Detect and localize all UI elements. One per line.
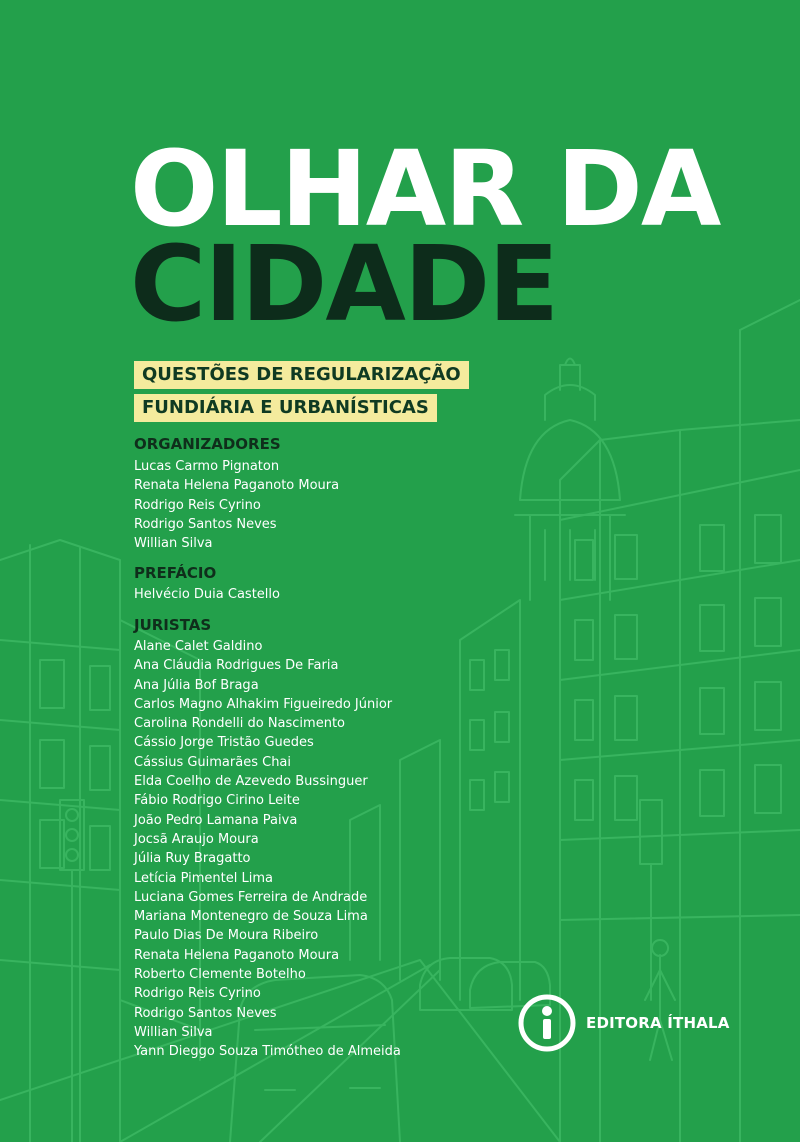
jurist-name: Elda Coelho de Azevedo Bussinguer xyxy=(134,774,368,790)
jurist-name: Rodrigo Santos Neves xyxy=(134,1005,277,1021)
organizer-name: Lucas Carmo Pignaton xyxy=(134,459,280,474)
preface-author: Helvécio Duia Castello xyxy=(134,587,280,602)
subtitle-line-2: FUNDIÁRIA E URBANÍSTICAS xyxy=(134,394,437,422)
jurist-name: Paulo Dias De Moura Ribeiro xyxy=(134,928,319,944)
jurist-name: Ana Júlia Bof Braga xyxy=(134,677,259,693)
jurist-name: Letícia Pimentel Lima xyxy=(134,870,273,886)
organizers-heading: ORGANIZADORES xyxy=(134,435,281,453)
jurist-name: Fábio Rodrigo Cirino Leite xyxy=(134,793,300,809)
jurist-name: Cássio Jorge Tristão Guedes xyxy=(134,735,314,751)
jurists-list xyxy=(134,637,401,1062)
preface-heading: PREFÁCIO xyxy=(134,564,217,582)
publisher-name: EDITORA ÍTHALA xyxy=(586,1014,730,1032)
jurist-name: Carlos Magno Alhakim Figueiredo Júnior xyxy=(134,696,393,712)
preface-list xyxy=(134,585,280,604)
subtitle-line-1: QUESTÕES DE REGULARIZAÇÃO xyxy=(134,361,469,389)
jurist-name: Roberto Clemente Botelho xyxy=(134,967,306,983)
organizer-name: Rodrigo Santos Neves xyxy=(134,516,277,532)
jurist-name: Renata Helena Paganoto Moura xyxy=(134,947,340,963)
organizer-name: Renata Helena Paganoto Moura xyxy=(134,478,340,494)
jurist-name: Carolina Rondelli do Nascimento xyxy=(134,716,345,732)
book-title-line-1: OLHAR DA xyxy=(130,128,720,250)
jurist-name: Cássius Guimarães Chai xyxy=(134,754,292,770)
info-i-circle-icon xyxy=(518,994,576,1052)
jurist-name: Alane Calet Galdino xyxy=(134,639,263,654)
jurist-name: Luciana Gomes Ferreira de Andrade xyxy=(134,889,368,905)
jurist-name: Mariana Montenegro de Souza Lima xyxy=(134,909,368,925)
publisher-brand xyxy=(518,994,730,1052)
organizers-list xyxy=(134,457,339,553)
jurist-name: Willian Silva xyxy=(134,1024,213,1040)
jurists-heading: JURISTAS xyxy=(134,616,212,634)
organizer-name: Willian Silva xyxy=(134,536,213,552)
jurist-name: João Pedro Lamana Paiva xyxy=(134,812,298,828)
jurist-name: Yann Dieggo Souza Timótheo de Almeida xyxy=(134,1044,401,1060)
jurist-name: Rodrigo Reis Cyrino xyxy=(134,986,261,1002)
jurist-name: Jocsã Araujo Moura xyxy=(134,831,259,847)
organizer-name: Rodrigo Reis Cyrino xyxy=(134,497,261,513)
jurist-name: Júlia Ruy Bragatto xyxy=(134,851,251,867)
jurist-name: Ana Cláudia Rodrigues De Faria xyxy=(134,658,339,674)
book-title-line-2: CIDADE xyxy=(130,223,558,345)
